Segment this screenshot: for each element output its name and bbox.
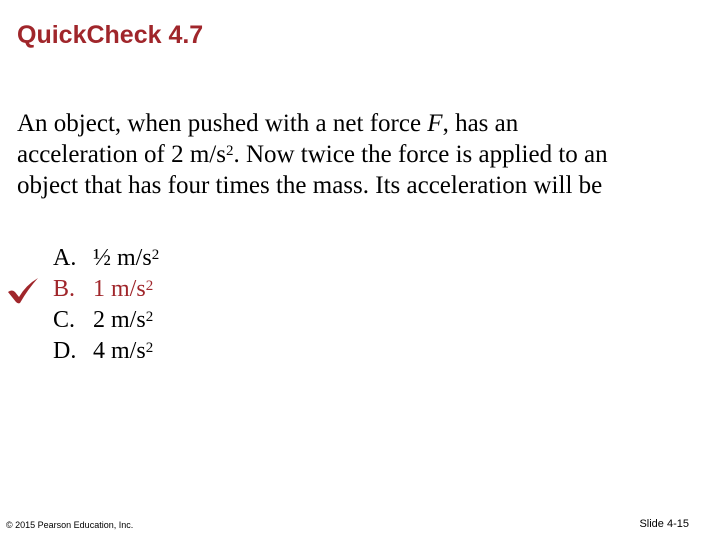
question-line-1-start: An object, when pushed with a net force [17, 110, 428, 137]
question-text [17, 108, 707, 201]
checkmark-icon [6, 276, 40, 304]
force-variable: F [427, 110, 443, 137]
slide-title: QuickCheck 4.7 [17, 21, 204, 49]
question-line-1 [17, 108, 707, 139]
choice-value-text: 4 m/s [93, 338, 146, 364]
choice-value [93, 274, 153, 305]
choice-letter: C. [53, 307, 76, 333]
copyright-notice: © 2015 Pearson Education, Inc. [6, 520, 134, 530]
question-line-2-start: acceleration of 2 m/s [17, 141, 226, 168]
choice-exponent: 2 [151, 247, 160, 263]
choice-value [93, 243, 159, 274]
choice-exponent: 2 [145, 340, 154, 356]
choice-value [93, 336, 153, 367]
question-line-1-end: , has an [442, 110, 519, 137]
choice-value-text: 1 m/s [93, 276, 146, 302]
slide-number: Slide 4-15 [639, 518, 689, 530]
question-exponent: 2 [225, 143, 234, 159]
choice-value-text: ½ m/s [93, 245, 152, 271]
choice-letter: A. [53, 245, 77, 271]
question-line-3: object that has four times the mass. Its acceleration will be [17, 172, 603, 199]
choice-letter: B. [53, 276, 76, 302]
choice-letter: D. [53, 338, 77, 364]
choice-value [93, 305, 153, 336]
choice-value-text: 2 m/s [93, 307, 146, 333]
choice-exponent: 2 [145, 309, 154, 325]
choice-exponent: 2 [145, 278, 154, 294]
question-line-2 [17, 139, 707, 170]
question-line-2-end: . Now twice the force is applied to an [233, 141, 608, 168]
